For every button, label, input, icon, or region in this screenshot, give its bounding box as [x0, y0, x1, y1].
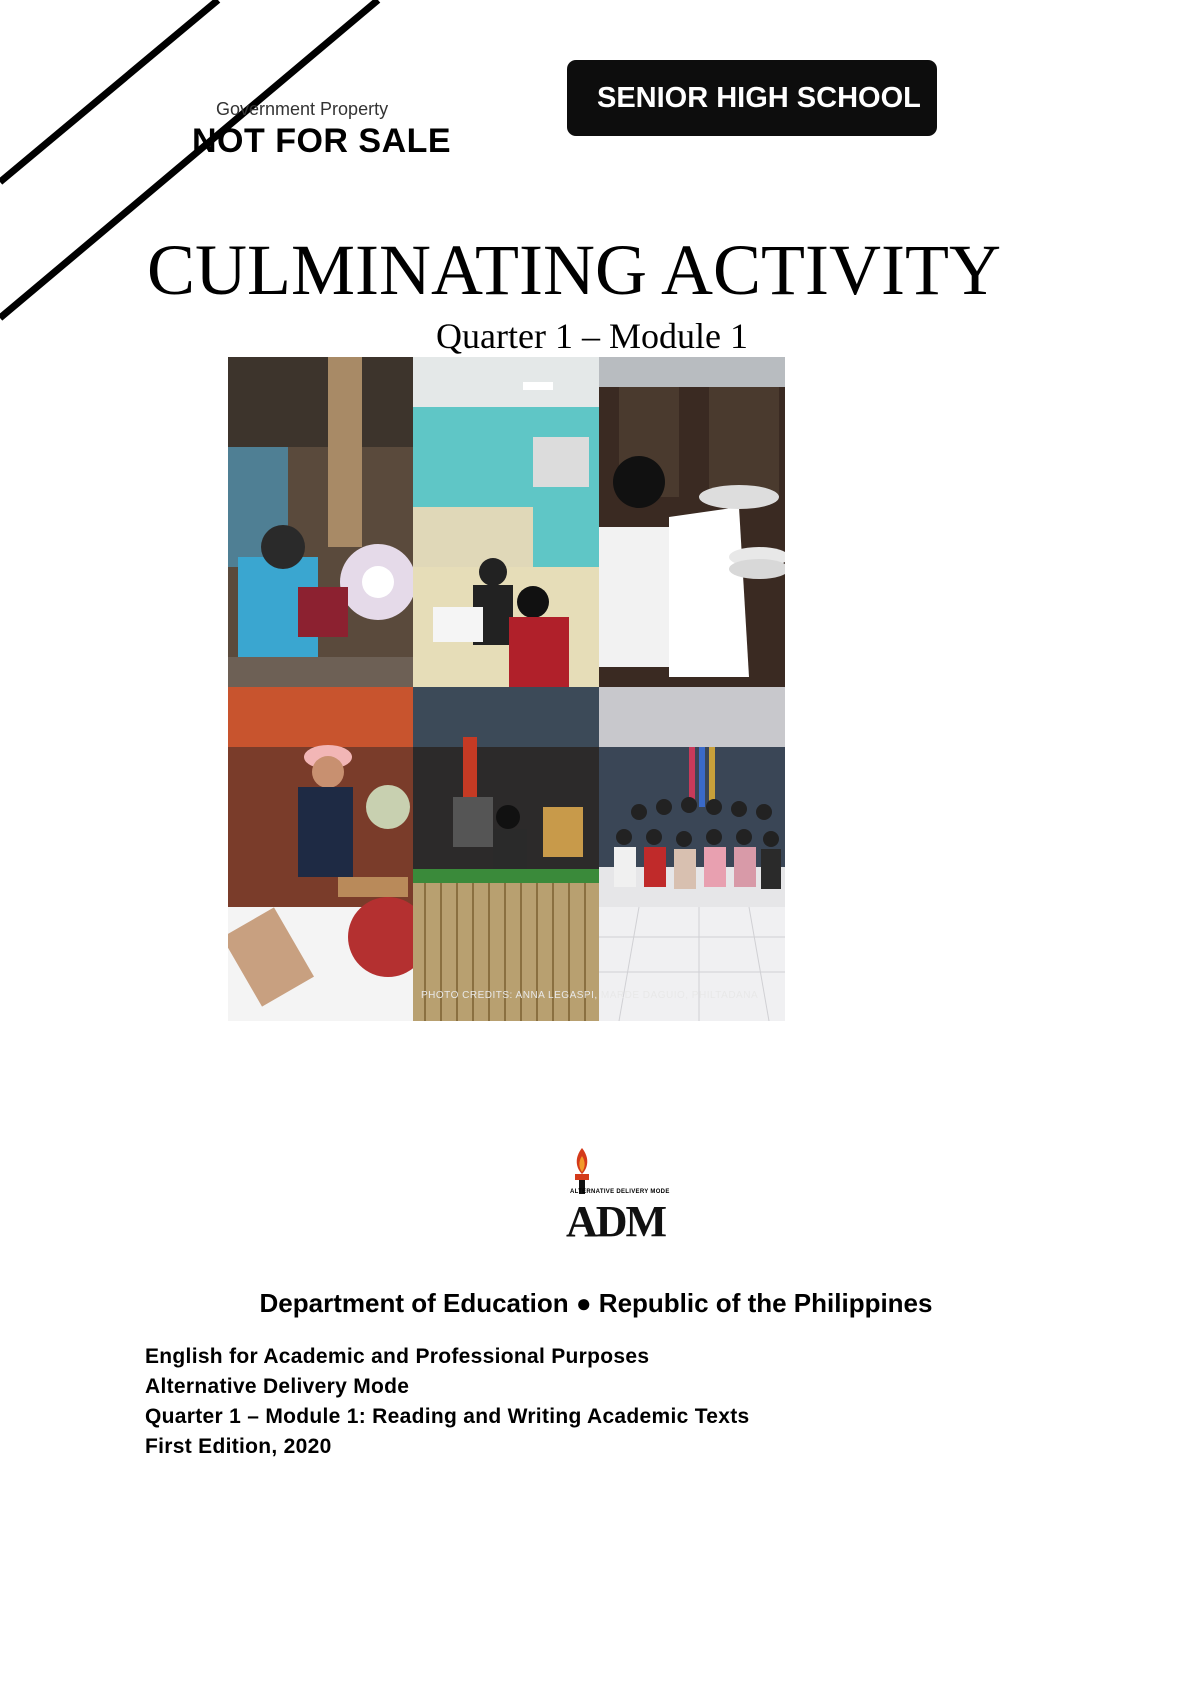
delivery-mode-line: Alternative Delivery Mode: [145, 1375, 410, 1398]
page-subtitle: Quarter 1 – Module 1: [436, 316, 748, 356]
table-setting-photo: [599, 357, 785, 687]
baking-photo: [228, 687, 413, 1021]
photo-collage: [228, 357, 785, 1021]
bamboo-bar-photo: [413, 687, 599, 1021]
not-for-sale-label: NOT FOR SALE: [192, 122, 452, 160]
deped-republic-line: Department of Education ● Republic of the Philippines: [259, 1288, 933, 1318]
government-property-label: Government Property: [216, 99, 389, 119]
adm-logo: [560, 1140, 690, 1240]
logo-letters: ADM: [566, 1197, 666, 1240]
senior-high-school-badge: [567, 60, 937, 136]
classroom-photo: [413, 357, 599, 687]
subject-line: English for Academic and Professional Purposes: [145, 1345, 650, 1368]
welding-photo: [228, 357, 413, 687]
group-photo: [599, 687, 785, 1021]
government-property-notice: [192, 99, 492, 161]
logo-small-text: ALTERNATIVE DELIVERY MODE: [570, 1189, 670, 1195]
module-info: [145, 1342, 750, 1462]
badge-label: SENIOR HIGH SCHOOL: [597, 82, 921, 114]
module-line: Quarter 1 – Module 1: Reading and Writing Academic Texts: [145, 1405, 750, 1428]
edition-line: First Edition, 2020: [145, 1435, 332, 1458]
photo-credit: PHOTO CREDITS: ANNA LEGASPI, MARDE DAGUIO, PHILTADANA: [421, 990, 759, 1001]
page-title: CULMINATING ACTIVITY: [147, 230, 1001, 310]
